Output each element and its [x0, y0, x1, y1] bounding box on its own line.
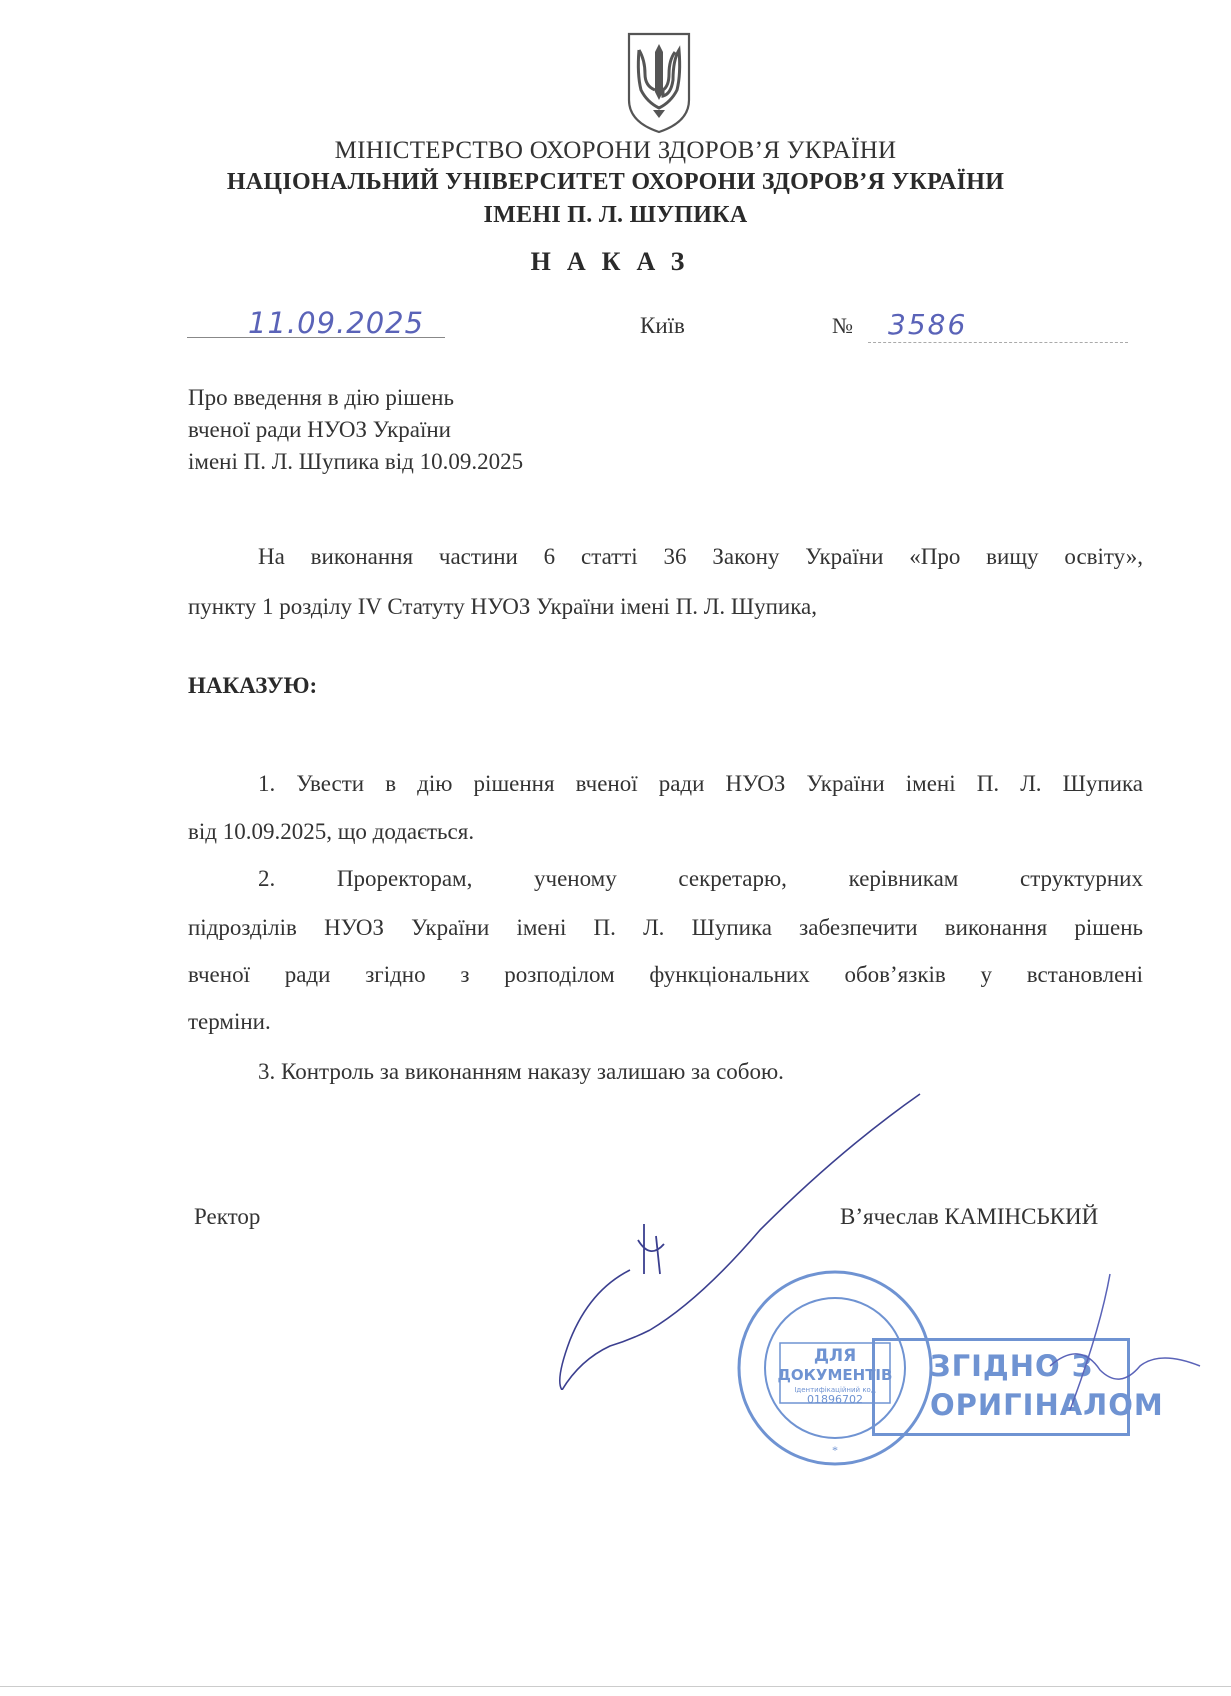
ministry-name: МІНІСТЕРСТВО ОХОРОНИ ЗДОРОВ’Я УКРАЇНИ: [334, 137, 897, 164]
seal-text: ДЛЯ: [813, 1346, 857, 1366]
seal-code-label: Ідентифікаційний код: [794, 1386, 876, 1394]
order-item-2-cont: підрозділів НУОЗ України імені П. Л. Шупика забезпечити виконання рішень: [188, 915, 1143, 940]
seal-text: ДОКУМЕНТІВ: [777, 1366, 893, 1384]
subject-line: імені П. Л. Шупика від 10.09.2025: [188, 449, 524, 474]
trident-emblem-icon: [623, 30, 695, 134]
city-name: Київ: [640, 313, 685, 338]
order-item-2-cont: вченої ради згідно з розподілом функціональних обов’язків у встановлені: [188, 962, 1143, 987]
certification-stamp-text: ОРИГІНАЛОМ: [930, 1388, 1164, 1422]
certification-stamp-text: ЗГІДНО З: [930, 1349, 1094, 1383]
signer-position: Ректор: [194, 1204, 261, 1229]
handwritten-order-number: 3586: [888, 308, 968, 341]
subject-line: Про введення в дію рішень: [188, 385, 454, 410]
order-item-1-cont: від 10.09.2025, що додається.: [188, 819, 475, 844]
document-type-title: НАКАЗ: [530, 247, 701, 276]
svg-text:*: *: [832, 1443, 838, 1457]
stamp-signature-icon: [1010, 1270, 1210, 1430]
page-bottom-edge: [0, 1686, 1231, 1687]
order-item-2-cont: терміни.: [188, 1009, 271, 1034]
number-underline: [868, 342, 1128, 343]
seal-code: 01896702: [807, 1393, 863, 1406]
handwritten-date: 11.09.2025: [248, 306, 425, 340]
order-heading: НАКАЗУЮ:: [188, 673, 318, 698]
signer-name: В’ячеслав КАМІНСЬКИЙ: [840, 1204, 1099, 1229]
order-item-2: 2. Проректорам, ученому секретарю, керівникам структурних: [258, 866, 1143, 891]
preamble-line: пункту 1 розділу IV Статуту НУОЗ України імені П. Л. Шупика,: [188, 594, 818, 619]
order-item-1: 1. Увести в дію рішення вченої ради НУОЗ України імені П. Л. Шупика: [258, 771, 1143, 796]
university-name-line2: ІМЕНІ П. Л. ШУПИКА: [483, 202, 748, 228]
number-sign: №: [832, 313, 853, 338]
order-subject: [188, 382, 523, 478]
preamble-line: На виконання частини 6 статті 36 Закону України «Про вищу освіту»,: [258, 544, 1143, 569]
university-name: НАЦІОНАЛЬНИЙ УНІВЕРСИТЕТ ОХОРОНИ ЗДОРОВ’Я УКРАЇНИ: [226, 169, 1005, 195]
order-item-3: 3. Контроль за виконанням наказу залишаю за собою.: [258, 1059, 784, 1084]
subject-line: вченої ради НУОЗ України: [188, 417, 451, 442]
